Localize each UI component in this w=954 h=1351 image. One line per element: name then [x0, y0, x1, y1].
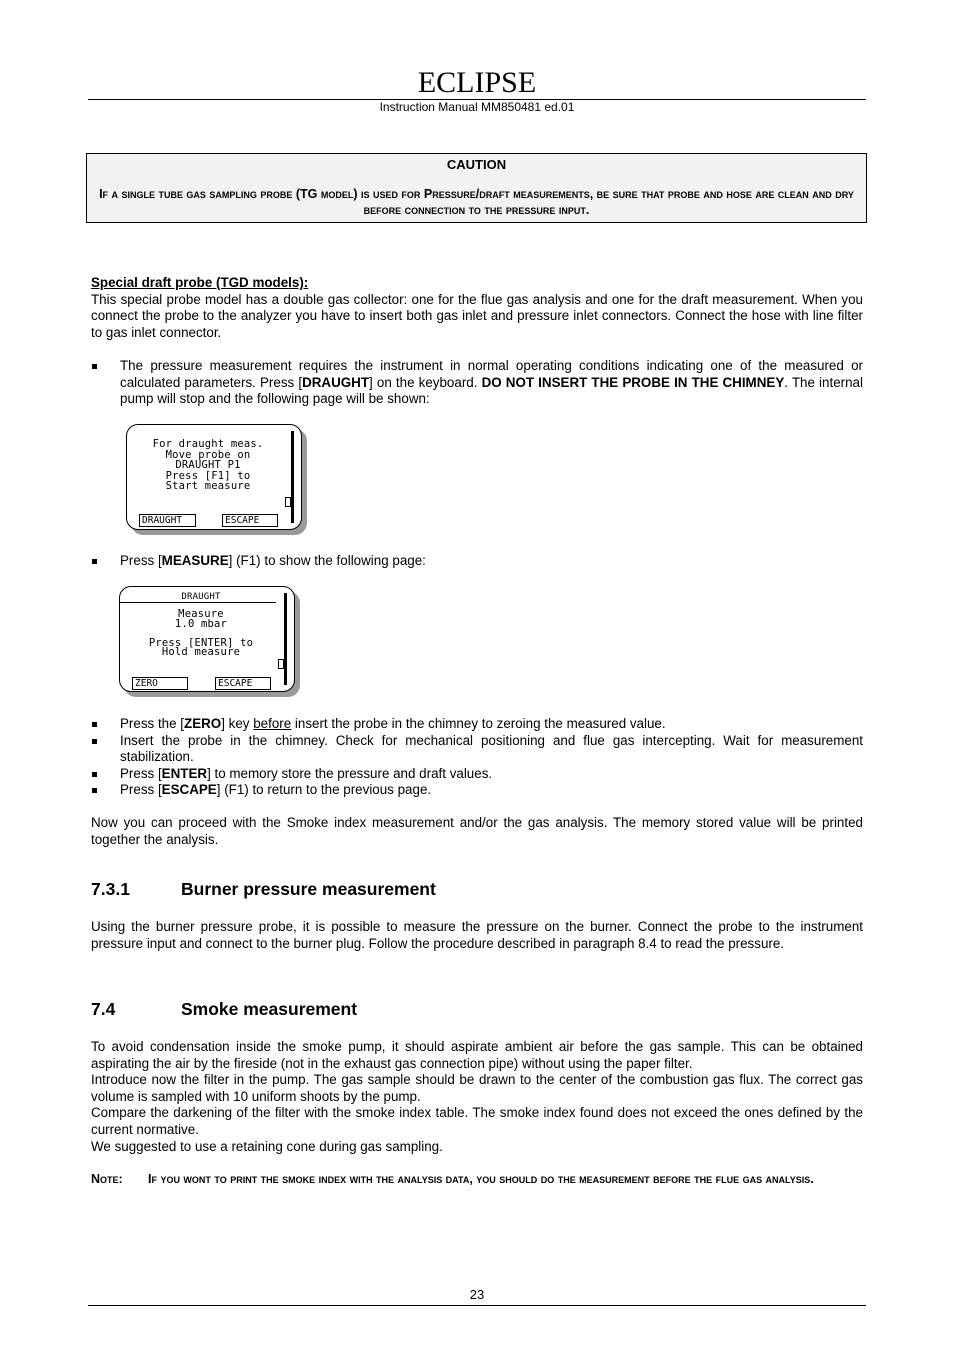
list-item: Insert the probe in the chimney. Check for mechanical positioning and flue gas intercepting. Wait for measurement stabilization. [91, 733, 863, 766]
screen2-text [126, 610, 276, 658]
screen-line: Measure [178, 608, 224, 620]
section-title: Burner pressure measurement [181, 879, 436, 899]
draft-probe-section [91, 275, 863, 341]
logo-text: ECLIPSE [417, 66, 537, 99]
draft-closing [91, 815, 863, 848]
enter-key: ENTER [161, 765, 208, 781]
zero-key: ZERO [184, 716, 222, 731]
battery-icon [278, 659, 284, 669]
softkey-escape: ESCAPE [215, 677, 271, 690]
paragraph: Introduce now the filter in the pump. The gas sample should be drawn to the center of the combustion gas flux. The correct gas volume is sampled with 10 uniform shoots by the pump. [91, 1072, 863, 1104]
section-number: 7.3.1 [91, 879, 130, 899]
section-74-body [91, 1039, 863, 1155]
draft-bullet-list-1 [91, 358, 863, 408]
list-item: Press the [ZERO] key before insert the probe in the chimney to zeroing the measured value. [91, 716, 863, 733]
section-number: 7.4 [91, 999, 116, 1019]
screen-line: Press [ENTER] to [148, 636, 254, 649]
measure-key: MEASURE [161, 553, 229, 568]
battery-icon [285, 497, 291, 507]
list-item: The pressure measurement requires the instrument in normal operating conditions indicating one of the measured or calculated parameters. Press [DRAUGHT] on the keyboard. DO NOT INSERT THE PROBE IN THE CHIMNEY. The internal pump will stop and the following page will be shown: [91, 358, 863, 408]
probe-warning: DO NOT INSERT THE PROBE IN THE CHIMNEY [481, 374, 785, 390]
draft-probe-heading: Special draft probe (TGD models): [91, 275, 309, 290]
softkey-zero: ZERO [132, 677, 188, 690]
paragraph: To avoid condensation inside the smoke pump, it should aspirate ambient air before the gas sample. This can be obtained aspirating the air by the fireside (not in the exhaust gas connection pipe) without using the paper filter. [91, 1039, 863, 1071]
screen-line: Move probe on [165, 448, 251, 461]
softkey-draught: DRAUGHT [139, 514, 196, 527]
caution-title: CAUTION [446, 157, 507, 172]
softkey-escape: ESCAPE [222, 514, 278, 527]
screen-side-bar [291, 431, 294, 523]
screen-line: Hold measure [161, 646, 241, 658]
paragraph: We suggested to use a retaining cone during gas sampling. [91, 1138, 443, 1154]
section-731-body [91, 919, 863, 952]
escape-key: ESCAPE [161, 782, 217, 798]
manual-subtitle: Instruction Manual MM850481 ed.01 [379, 100, 575, 114]
footer-rule [88, 1305, 866, 1306]
screen-side-bar [284, 593, 287, 685]
note-label: Note: [91, 1172, 123, 1186]
section-74-heading [91, 999, 863, 1019]
list-item: Press [ESCAPE] (F1) to return to the previous page. [91, 782, 863, 799]
list-item: Press [MEASURE] (F1) to show the following page: [91, 553, 863, 570]
screen-title-rule [120, 602, 276, 603]
note-block [91, 1171, 863, 1188]
list-item: Press [ENTER] to memory store the pressure and draft values. [91, 766, 863, 783]
screen-line: 1.0 mbar [174, 617, 228, 630]
lcd-screen-draught-measure [119, 586, 295, 692]
draft-probe-intro: This special probe model has a double gas collector: one for the flue gas analysis and one for the draft measurement. When you connect the probe to the analyzer you have to insert both gas inlet and pressure inlet connectors. Connect the hose with line filter to gas inlet connector. [91, 291, 863, 340]
draft-bullet-list-2 [91, 553, 863, 570]
eclipse-logo [0, 66, 954, 100]
screen-line: For draught meas. [152, 438, 264, 450]
screen1-text [133, 439, 283, 492]
screen-line: Press [F1] to [165, 469, 251, 482]
lcd-screen-draught-prompt [126, 424, 302, 530]
caution-text: If a single tube gas sampling probe (TG model) is used for Pressure/draft measurements, be sure that probe and hose are clean and dry before connection to the pressure input. [99, 186, 854, 217]
draught-key: DRAUGHT [302, 374, 370, 390]
screen-line: DRAUGHT P1 [175, 459, 241, 471]
section-title: Smoke measurement [181, 999, 358, 1019]
screen2-title: DRAUGHT [181, 592, 221, 602]
caution-box [86, 153, 867, 223]
draft-closing-text: Now you can proceed with the Smoke index measurement and/or the gas analysis. The memory stored value will be printed together the analysis. [91, 815, 863, 847]
section-731-heading [91, 879, 863, 899]
paragraph: Compare the darkening of the filter with the smoke index table. The smoke index found does not exceed the ones defined by the current normative. [91, 1105, 863, 1137]
draft-bullet-list-3 [91, 716, 863, 799]
section-731-text: Using the burner pressure probe, it is possible to measure the pressure on the burner. Connect the probe to the instrument pressure input and connect to the burner plug. Follow the procedure described in paragraph 8.4 to read the pressure. [91, 919, 863, 951]
page-number: 23 [469, 1287, 485, 1302]
note-text: If you wont to print the smoke index with the analysis data, you should do the measurement before the flue gas analysis. [148, 1172, 814, 1186]
screen-line: Start measure [165, 480, 251, 492]
